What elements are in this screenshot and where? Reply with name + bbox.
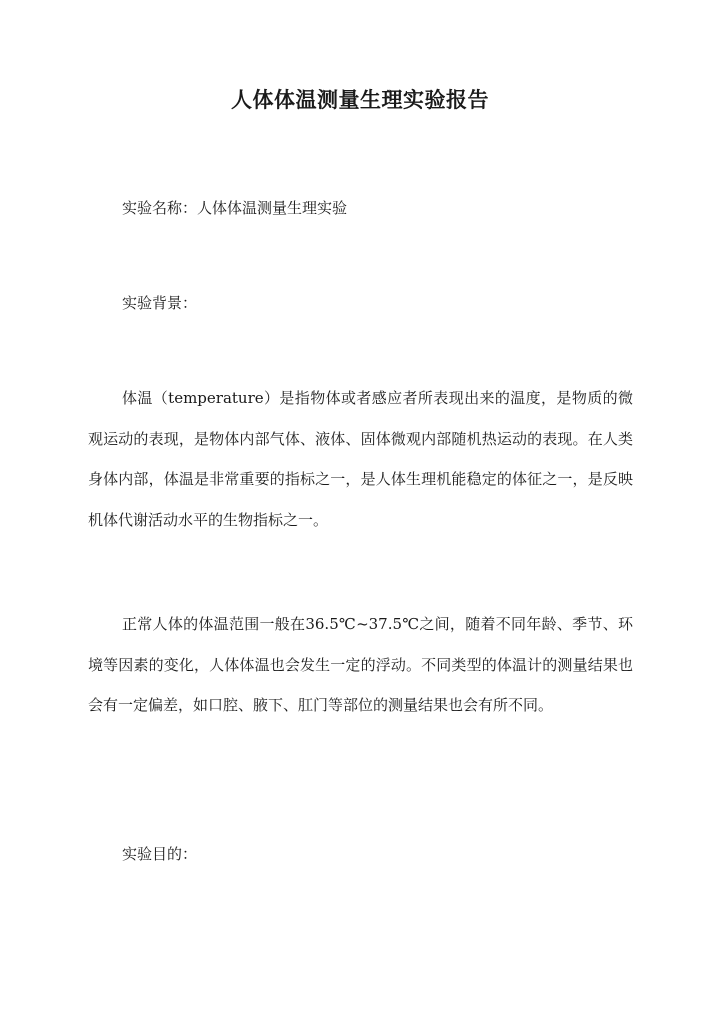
- document-title: 人体体温测量生理实验报告: [231, 87, 489, 112]
- background-paragraph-2: 正常人体的体温范围一般在36.5℃~37.5℃之间，随着不同年龄、季节、环境等因素的变化，人体体温也会发生一定的浮动。不同类型的体温计的测量结果也会有一定偏差，如口腔、腋下、肛门等部位的测量结果也会有所不同。: [88, 615, 633, 714]
- experiment-name: 实验名称：人体体温测量生理实验: [122, 199, 348, 217]
- background-paragraph-1: 体温（temperature）是指物体或者感应者所表现出来的温度，是物质的微观运动的表现，是物体内部气体、液体、固体微观内部随机热运动的表现。在人类身体内部，体温是非常重要的指标之一，是人体生理机能稳定的体征之一，是反映机体代谢活动水平的生物指标之一。: [88, 389, 633, 529]
- purpose-heading: 实验目的：: [122, 845, 198, 863]
- background-heading: 实验背景：: [122, 294, 198, 312]
